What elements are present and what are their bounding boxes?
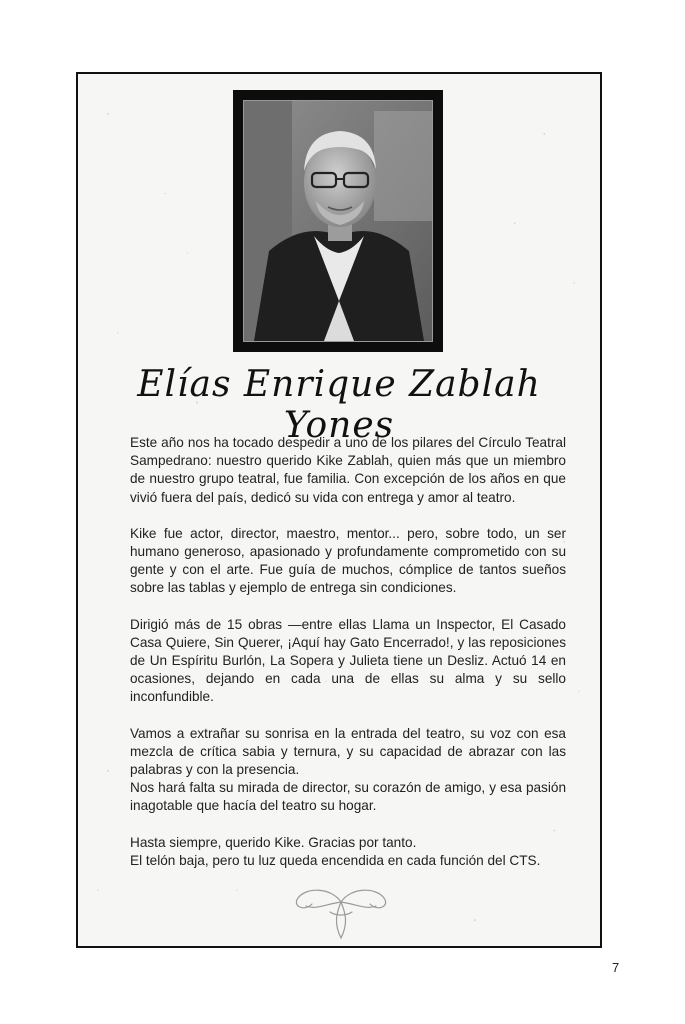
paragraph-tribute: Este año nos ha tocado despedir a uno de los pilares del Círculo Teatral Sampedrano: nuestro querido Kike Zablah, quien más que un miembro de nuestro grupo teatral, fue familia. Con excepción de los años en que vivió fuera del país, dedicó su vida con entrega y amor al teatro. bbox=[130, 435, 566, 505]
memorial-text bbox=[130, 434, 566, 888]
portrait-photo bbox=[244, 101, 432, 341]
memorial-name-title: Elías Enrique Zablah Yones bbox=[137, 364, 541, 446]
paragraph-works: Dirigió más de 15 obras —entre ellas Llama un Inspector, El Casado Casa Quiere, Sin Querer, ¡Aquí hay Gato Encerrado!, y las reposiciones de Un Espíritu Burlón, La Sopera y Julieta tiene un Desliz. Actuó 14 en ocasiones, dejando en cada una de ellas su alma y su sello inconfundible. bbox=[130, 616, 566, 705]
paragraph-missing: Vamos a extrañar su sonrisa en la entrada del teatro, su voz con esa mezcla de crítica sabia y ternura, y su capacidad de abrazar con las palabras y con la presencia. bbox=[130, 725, 566, 778]
page-number: 7 bbox=[612, 960, 620, 975]
paragraph-farewell: Hasta siempre, querido Kike. Gracias por tanto. bbox=[130, 834, 417, 850]
memorial-page-frame bbox=[76, 72, 602, 948]
flourish-ornament-icon bbox=[286, 882, 396, 942]
paragraph-closing: El telón baja, pero tu luz queda encendida en cada función del CTS. bbox=[130, 852, 541, 868]
paragraph-director: Nos hará falta su mirada de director, su corazón de amigo, y esa pasión inagotable que hacía del teatro su hogar. bbox=[130, 780, 566, 814]
paragraph-character: Kike fue actor, director, maestro, mentor... pero, sobre todo, un ser humano generoso, apasionado y profundamente comprometido con su gente y con el arte. Fue guía de muchos, cómplice de tantos sueños sobre las tablas y ejemplo de entrega sin condiciones. bbox=[130, 525, 566, 596]
portrait-frame bbox=[233, 90, 443, 352]
